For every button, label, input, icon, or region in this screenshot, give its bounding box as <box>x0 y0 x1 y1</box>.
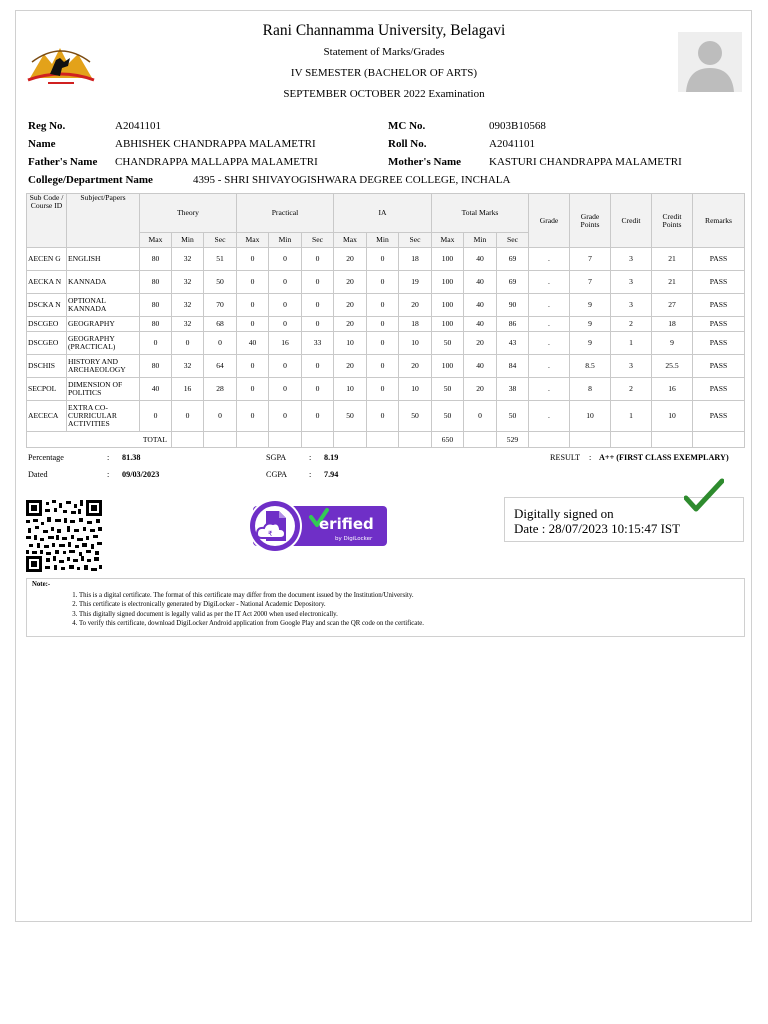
theory-sec: 0 <box>204 332 237 355</box>
credit-points: 9 <box>652 332 693 355</box>
practical-max: 0 <box>237 294 269 317</box>
rupee-glyph: ₹ <box>268 530 273 538</box>
grade: . <box>529 317 570 332</box>
col-header-theory: Theory <box>140 194 237 233</box>
theory-min: 32 <box>172 271 204 294</box>
table-row <box>27 317 745 332</box>
theory-max: 80 <box>140 271 172 294</box>
col-header-code: Sub Code / Course ID <box>27 194 67 248</box>
notes-box <box>26 578 745 637</box>
percentage-label: Percentage <box>28 453 64 462</box>
ia-min: 0 <box>367 332 399 355</box>
ia-max-header: Max <box>334 233 367 248</box>
reg-no-label: Reg No. <box>28 120 66 132</box>
grade: . <box>529 294 570 317</box>
theory-sec-header: Sec <box>204 233 237 248</box>
theory-sec: 50 <box>204 271 237 294</box>
table-header-row <box>27 194 745 233</box>
university-logo <box>26 38 96 90</box>
total-min: 40 <box>464 248 497 271</box>
practical-min: 0 <box>269 271 302 294</box>
practical-sec: 33 <box>302 332 334 355</box>
marks-table <box>26 193 745 448</box>
total-max: 100 <box>432 317 464 332</box>
practical-min-header: Min <box>269 233 302 248</box>
ia-min: 0 <box>367 355 399 378</box>
subject-name: GEOGRAPHY <box>67 317 140 332</box>
theory-min: 32 <box>172 317 204 332</box>
practical-max: 0 <box>237 355 269 378</box>
theory-max: 0 <box>140 332 172 355</box>
practical-sec-header: Sec <box>302 233 334 248</box>
ia-sec-header: Sec <box>399 233 432 248</box>
theory-min: 0 <box>172 332 204 355</box>
col-header-grade: Grade <box>529 194 570 248</box>
theory-max-header: Max <box>140 233 172 248</box>
sgpa-label: SGPA <box>266 453 287 462</box>
theory-min: 0 <box>172 401 204 432</box>
sub-code: SECPOL <box>27 378 67 401</box>
theory-sec: 64 <box>204 355 237 378</box>
total-row <box>27 432 745 448</box>
sub-code: DSCHIS <box>27 355 67 378</box>
student-photo-placeholder <box>678 32 742 92</box>
total-min: 40 <box>464 271 497 294</box>
sub-code: DSCKA N <box>27 294 67 317</box>
practical-min: 0 <box>269 355 302 378</box>
ia-max: 20 <box>334 271 367 294</box>
practical-min: 0 <box>269 401 302 432</box>
credit: 3 <box>611 248 652 271</box>
college-label: College/Department Name <box>28 174 153 186</box>
signature-valid-check-icon <box>684 478 724 512</box>
subject-name: EXTRA CO-CURRICULAR ACTIVITIES <box>67 401 140 432</box>
practical-sec: 0 <box>302 271 334 294</box>
by-digilocker-text: by DigiLocker <box>335 536 373 542</box>
remarks: PASS <box>693 378 745 401</box>
theory-sec: 0 <box>204 401 237 432</box>
total-sec: 38 <box>497 378 529 401</box>
col-header-grade-points: Grade Points <box>570 194 611 248</box>
credit: 1 <box>611 332 652 355</box>
practical-sec: 0 <box>302 294 334 317</box>
remarks: PASS <box>693 271 745 294</box>
theory-max: 80 <box>140 317 172 332</box>
total-sec: 50 <box>497 401 529 432</box>
col-header-credit-points: Credit Points <box>652 194 693 248</box>
col-header-total: Total Marks <box>432 194 529 233</box>
total-min-header: Min <box>464 233 497 248</box>
total-sec: 90 <box>497 294 529 317</box>
subject-name: KANNADA <box>67 271 140 294</box>
total-max: 50 <box>432 332 464 355</box>
mother-name-label: Mother's Name <box>388 156 462 168</box>
ia-min: 0 <box>367 401 399 432</box>
grade-points: 7 <box>570 248 611 271</box>
theory-sec: 70 <box>204 294 237 317</box>
practical-max: 0 <box>237 317 269 332</box>
theory-max: 0 <box>140 401 172 432</box>
sub-code: DSCGEO <box>27 317 67 332</box>
roll-no-value: A2041101 <box>489 138 536 150</box>
name-value: ABHISHEK CHANDRAPPA MALAMETRI <box>115 138 316 150</box>
credit: 3 <box>611 355 652 378</box>
subject-name: GEOGRAPHY (PRACTICAL) <box>67 332 140 355</box>
user-silhouette-icon <box>678 32 742 92</box>
ia-min: 0 <box>367 271 399 294</box>
sgpa-value: 8.19 <box>324 453 339 462</box>
practical-min: 0 <box>269 378 302 401</box>
col-header-subject: Subject/Papers <box>67 194 140 248</box>
mc-no-value: 0903B10568 <box>489 120 546 132</box>
theory-min: 32 <box>172 248 204 271</box>
total-max: 100 <box>432 248 464 271</box>
practical-sec: 0 <box>302 355 334 378</box>
ia-min: 0 <box>367 378 399 401</box>
total-max: 100 <box>432 271 464 294</box>
ia-sec: 50 <box>399 401 432 432</box>
grade: . <box>529 355 570 378</box>
credit-points: 25.5 <box>652 355 693 378</box>
total-min: 40 <box>464 294 497 317</box>
cgpa-label: CGPA <box>266 470 288 479</box>
practical-max: 0 <box>237 378 269 401</box>
table-row <box>27 248 745 271</box>
percentage-value: 81.38 <box>122 453 141 462</box>
total-sec-sum: 529 <box>497 432 529 448</box>
practical-max-header: Max <box>237 233 269 248</box>
theory-min: 32 <box>172 294 204 317</box>
ia-max: 50 <box>334 401 367 432</box>
total-sec: 69 <box>497 248 529 271</box>
grade-points: 8 <box>570 378 611 401</box>
ia-sec: 20 <box>399 355 432 378</box>
credit: 3 <box>611 271 652 294</box>
col-header-practical: Practical <box>237 194 334 233</box>
credit-points: 18 <box>652 317 693 332</box>
ia-max: 20 <box>334 248 367 271</box>
sub-code: AECEN G <box>27 248 67 271</box>
exam-title: SEPTEMBER OCTOBER 2022 Examination <box>283 88 485 100</box>
credit: 3 <box>611 294 652 317</box>
verified-text: erified <box>319 515 374 533</box>
theory-max: 40 <box>140 378 172 401</box>
note-item: 1. This is a digital certificate. The format of this certificate may differ from the document issued by the Institution/University. <box>79 591 424 600</box>
total-max-sum: 650 <box>432 432 464 448</box>
remarks: PASS <box>693 355 745 378</box>
total-max: 50 <box>432 401 464 432</box>
credit-points: 21 <box>652 271 693 294</box>
ia-max: 10 <box>334 378 367 401</box>
note-item: 3. This digitally signed document is legally valid as per the IT Act 2000 when used electronically. <box>79 610 424 619</box>
total-sec: 84 <box>497 355 529 378</box>
theory-sec: 28 <box>204 378 237 401</box>
grade-points: 8.5 <box>570 355 611 378</box>
grade: . <box>529 248 570 271</box>
reg-no-value: A2041101 <box>115 120 162 132</box>
grade: . <box>529 332 570 355</box>
grade-points: 9 <box>570 317 611 332</box>
note-item: 2. This certificate is electronically generated by DigiLocker - National Academic Depository. <box>79 600 424 609</box>
sub-code: AECKA N <box>27 271 67 294</box>
colon: : <box>107 453 110 462</box>
remarks: PASS <box>693 332 745 355</box>
college-value: 4395 - SHRI SHIVAYOGISHWARA DEGREE COLLEGE, INCHALA <box>193 174 511 186</box>
colon: : <box>309 453 312 462</box>
table-row <box>27 294 745 317</box>
theory-min: 32 <box>172 355 204 378</box>
table-row <box>27 332 745 355</box>
total-max: 50 <box>432 378 464 401</box>
practical-min: 0 <box>269 248 302 271</box>
table-row <box>27 271 745 294</box>
dated-value: 09/03/2023 <box>122 470 160 479</box>
grade: . <box>529 401 570 432</box>
col-header-remarks: Remarks <box>693 194 745 248</box>
credit: 2 <box>611 378 652 401</box>
ia-max: 10 <box>334 332 367 355</box>
theory-sec: 51 <box>204 248 237 271</box>
sub-code: DSCGEO <box>27 332 67 355</box>
cgpa-value: 7.94 <box>324 470 339 479</box>
subject-name: ENGLISH <box>67 248 140 271</box>
ia-sec: 18 <box>399 248 432 271</box>
ia-max: 20 <box>334 355 367 378</box>
father-name-label: Father's Name <box>28 156 98 168</box>
total-min: 40 <box>464 317 497 332</box>
theory-min-header: Min <box>172 233 204 248</box>
total-max-header: Max <box>432 233 464 248</box>
ia-sec: 19 <box>399 271 432 294</box>
practical-sec: 0 <box>302 317 334 332</box>
dated-label: Dated <box>28 470 48 479</box>
ia-sec: 10 <box>399 332 432 355</box>
grade-points: 9 <box>570 294 611 317</box>
total-sec: 69 <box>497 271 529 294</box>
note-item: 4. To verify this certificate, download DigiLocker Android application from Google Play and scan the QR code on the certificate. <box>79 619 424 628</box>
ia-sec: 20 <box>399 294 432 317</box>
subject-name: DIMENSION OF POLITICS <box>67 378 140 401</box>
total-max: 100 <box>432 355 464 378</box>
practical-max: 0 <box>237 401 269 432</box>
total-max: 100 <box>432 294 464 317</box>
table-row <box>27 355 745 378</box>
total-min: 20 <box>464 378 497 401</box>
colon: : <box>589 453 592 462</box>
credit-points: 10 <box>652 401 693 432</box>
practical-sec: 0 <box>302 248 334 271</box>
ia-max: 20 <box>334 317 367 332</box>
colon: : <box>107 470 110 479</box>
ia-min: 0 <box>367 317 399 332</box>
ia-sec: 10 <box>399 378 432 401</box>
university-title: Rani Channamma University, Belagavi <box>262 22 506 39</box>
col-header-credit: Credit <box>611 194 652 248</box>
total-min: 0 <box>464 401 497 432</box>
ia-min-header: Min <box>367 233 399 248</box>
total-min: 40 <box>464 355 497 378</box>
grade: . <box>529 271 570 294</box>
colon: : <box>309 470 312 479</box>
ia-min: 0 <box>367 248 399 271</box>
practical-min: 0 <box>269 317 302 332</box>
theory-max: 80 <box>140 294 172 317</box>
theory-sec: 68 <box>204 317 237 332</box>
practical-min: 0 <box>269 294 302 317</box>
grade: . <box>529 378 570 401</box>
subject-name: OPTIONAL KANNADA <box>67 294 140 317</box>
signature-date: Date : 28/07/2023 10:15:47 IST <box>514 521 681 536</box>
practical-max: 40 <box>237 332 269 355</box>
statement-subtitle: Statement of Marks/Grades <box>323 46 445 58</box>
table-row <box>27 378 745 401</box>
signature-line-1: Digitally signed on <box>514 506 614 521</box>
theory-max: 80 <box>140 248 172 271</box>
total-label: TOTAL <box>27 432 172 448</box>
theory-max: 80 <box>140 355 172 378</box>
digilocker-verified-badge <box>245 498 389 554</box>
grade-points: 10 <box>570 401 611 432</box>
ia-max: 20 <box>334 294 367 317</box>
mc-no-label: MC No. <box>388 120 426 132</box>
credit-points: 27 <box>652 294 693 317</box>
result-value: A++ (FIRST CLASS EXEMPLARY) <box>599 453 729 462</box>
ia-min: 0 <box>367 294 399 317</box>
ia-sec: 18 <box>399 317 432 332</box>
total-min: 20 <box>464 332 497 355</box>
credit: 2 <box>611 317 652 332</box>
remarks: PASS <box>693 248 745 271</box>
practical-max: 0 <box>237 271 269 294</box>
table-row <box>27 401 745 432</box>
mother-name-value: KASTURI CHANDRAPPA MALAMETRI <box>489 156 682 168</box>
theory-min: 16 <box>172 378 204 401</box>
grade-points: 7 <box>570 271 611 294</box>
total-sec: 86 <box>497 317 529 332</box>
credit: 1 <box>611 401 652 432</box>
practical-sec: 0 <box>302 401 334 432</box>
sub-code: AECECA <box>27 401 67 432</box>
name-label: Name <box>28 138 56 150</box>
notes-title: Note:- <box>32 581 51 588</box>
practical-sec: 0 <box>302 378 334 401</box>
qr-code[interactable] <box>26 500 102 572</box>
credit-points: 16 <box>652 378 693 401</box>
father-name-value: CHANDRAPPA MALLAPPA MALAMETRI <box>115 156 318 168</box>
notes-list <box>65 591 424 628</box>
semester-title: IV SEMESTER (BACHELOR OF ARTS) <box>290 67 478 79</box>
roll-no-label: Roll No. <box>388 138 427 150</box>
total-sec-header: Sec <box>497 233 529 248</box>
remarks: PASS <box>693 317 745 332</box>
grade-points: 9 <box>570 332 611 355</box>
result-label: RESULT <box>550 453 581 462</box>
practical-max: 0 <box>237 248 269 271</box>
remarks: PASS <box>693 294 745 317</box>
practical-min: 16 <box>269 332 302 355</box>
col-header-ia: IA <box>334 194 432 233</box>
remarks: PASS <box>693 401 745 432</box>
total-sec: 43 <box>497 332 529 355</box>
credit-points: 21 <box>652 248 693 271</box>
subject-name: HISTORY AND ARCHAEOLOGY <box>67 355 140 378</box>
